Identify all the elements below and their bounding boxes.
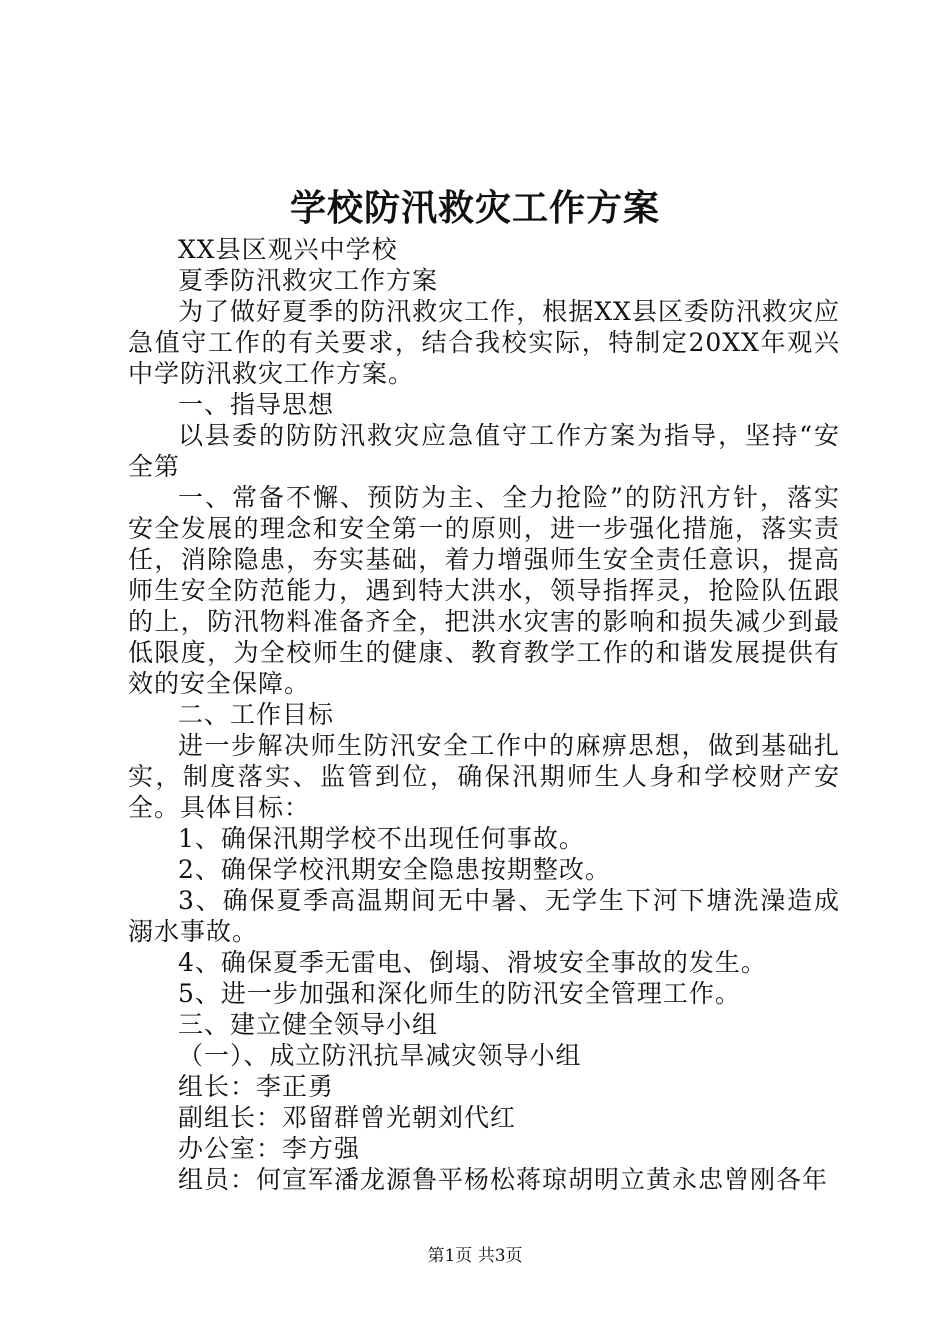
- heading-leadership-group: 三、建立健全领导小组: [178, 1010, 439, 1039]
- paragraph-school-name: XX县区观兴中学校: [178, 235, 398, 264]
- paragraph-office: 办公室：李方强: [178, 1134, 361, 1163]
- paragraph-intro: 为了做好夏季的防汛救灾工作，根据XX县区委防汛救灾应急值守工作的有关要求，结合我校实际，特制定20XX年观兴中学防汛救灾工作方案。: [128, 297, 840, 388]
- paragraph-goals-intro: 进一步解决师生防汛安全工作中的麻痹思想，做到基础扎实，制度落实、监管到位，确保汛期师生人身和学校财产安全。具体目标：: [128, 731, 840, 822]
- list-item-goal-5: 5、进一步加强和深化师生的防汛安全管理工作。: [178, 979, 741, 1008]
- paragraph-policy: 一、常备不懈、预防为主、全力抢险”的防汛方针，落实安全发展的理念和安全第一的原则，进一步强化措施，落实责任，消除隐患，夯实基础，着力增强师生安全责任意识，提高师生安全防范能力，遇到特大洪水，领导指挥灵，抢险队伍跟的上，防汛物料准备齐全，把洪水灾害的影响和损失减少到最低限度，为全校师生的健康、教育教学工作的和谐发展提供有效的安全保障。: [128, 483, 840, 698]
- paragraph-group-leader: 组长：李正勇: [178, 1072, 335, 1101]
- document-title: 学校防汛救灾工作方案: [289, 187, 660, 229]
- heading-work-goals: 二、工作目标: [178, 700, 335, 729]
- page-number-footer: 第1页 共3页: [427, 1246, 523, 1266]
- list-item-goal-2: 2、确保学校汛期安全隐患按期整改。: [178, 855, 611, 884]
- heading-guiding-ideology: 一、指导思想: [178, 390, 335, 419]
- paragraph-members: 组员：何宣军潘龙源鲁平杨松蒋琼胡明立黄永忠曾刚各年: [178, 1165, 829, 1194]
- list-item-goal-1: 1、确保汛期学校不出现任何事故。: [178, 824, 585, 853]
- paragraph-guidance: 以县委的防防汛救灾应急值守工作方案为指导，坚持“安全第: [128, 421, 840, 481]
- list-item-goal-3: 3、确保夏季高温期间无中暑、无学生下河下塘洗澡造成溺水事故。: [128, 886, 840, 946]
- paragraph-deputy-leaders: 副组长：邓留群曾光朝刘代红: [178, 1103, 517, 1132]
- subheading-leadership-group: （一）、成立防汛抗旱减灾领导小组: [178, 1041, 582, 1070]
- paragraph-plan-name: 夏季防汛救灾工作方案: [178, 266, 439, 295]
- list-item-goal-4: 4、确保夏季无雷电、倒塌、滑坡安全事故的发生。: [178, 948, 767, 977]
- document-body: [128, 234, 840, 1195]
